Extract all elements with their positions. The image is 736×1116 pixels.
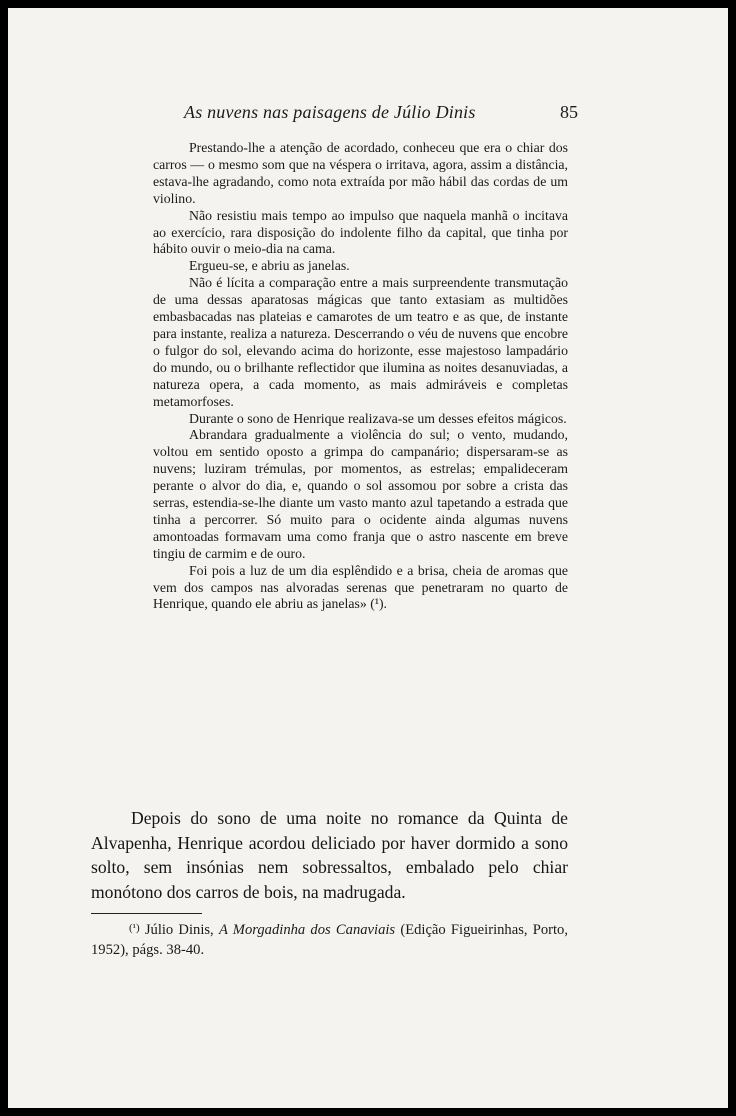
footnote-divider: [91, 913, 202, 914]
quote-paragraph: Durante o sono de Henrique realizava-se um desses efeitos mágicos.: [189, 410, 567, 426]
quote-paragraph: Não resistiu mais tempo ao impulso que naquela manhã o incitava ao exercício, rara disposição do indolente filho da capital, que tinha por hábito ouvir o meio-dia na cama.: [153, 207, 568, 257]
footnote-work-title: A Morgadinha dos Canaviais: [218, 922, 396, 938]
footnote: [91, 919, 568, 960]
body-paragraph: Depois do sono de uma noite no romance da Quinta de Alvapenha, Henrique acordou deliciado por haver dormido a sono solto, sem insónias nem sobressaltos, embalado pelo chiar monótono dos carros de bois, na madrugada.: [91, 808, 568, 902]
running-title: As nuvens nas paisagens de Júlio Dinis: [184, 102, 476, 122]
quote-paragraph: Prestando-lhe a atenção de acordado, conheceu que era o chiar dos carros — o mesmo som que na véspera o irritava, agora, assim a distância, estava-lhe agradando, como nota extraída por mão hábil das cordas de um violino.: [153, 140, 568, 206]
page-number: 85: [560, 102, 578, 122]
book-page: [8, 8, 728, 1108]
footnote-paragraph: [91, 919, 568, 960]
quote-paragraph: Não é lícita a comparação entre a mais surpreendente transmutação de uma dessas aparatosas mágicas que tanto extasiam as multidões embasbacadas nas plateias e camarotes de um teatro e as que, de instante para instante, realiza a natureza. Descerrando o véu de nuvens que encobre o fulgor do sol, elevando acima do horizonte, esse majestoso lampadário do mundo, ou o brilhante reflectidor que ilumina as noites desanuviadas, a natureza opera, a cada momento, as mais admiráveis e completas metamorfoses.: [153, 275, 568, 409]
footnote-details: (Edição Figueirinhas, Porto, 1952), págs. 38-40.: [91, 922, 569, 958]
quote-paragraph: Abrandara gradualmente a violência do sul; o vento, mudando, voltou em sentido oposto a grimpa do campanário; dispersaram-se as nuvens; luziram trémulas, por momentos, as estrelas; empalideceram perante o alvor do dia, e, quando o sol assomou por sobre a crista das serras, estendia-se-lhe diante um vasto manto azul tapetando a estrada que tinha a percorrer. Só muito para o ocidente ainda algumas nuvens amontoadas formavam uma como franja que o astro nascente em breve tingiu de carmim e de ouro.: [153, 427, 568, 561]
body-text: [91, 806, 568, 904]
block-quotation: [153, 140, 568, 613]
quote-paragraph: Ergueu-se, e abriu as janelas.: [189, 258, 350, 274]
page-header: [8, 102, 728, 126]
footnote-marker: (¹): [129, 922, 140, 934]
quote-paragraph: Foi pois a luz de um dia esplêndido e a brisa, cheia de aromas que vem dos campos nas alvoradas serenas que penetraram no quarto de Henrique, quando ele abriu as janelas» (¹).: [153, 562, 568, 612]
footnote-author: Júlio Dinis,: [144, 922, 214, 938]
